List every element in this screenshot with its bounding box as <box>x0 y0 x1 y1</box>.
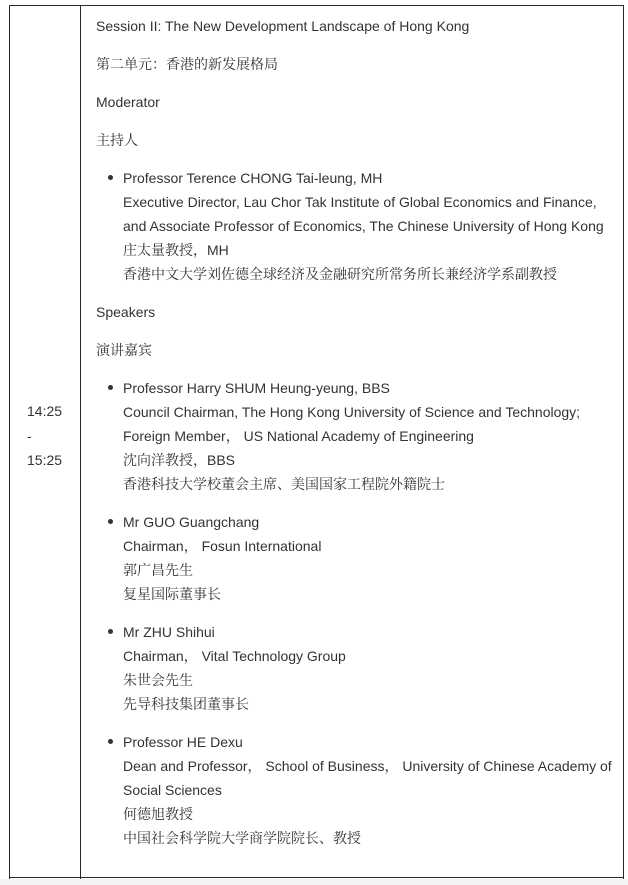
speaker-list <box>96 376 616 850</box>
moderator-title-en: Executive Director, Lau Chor Tak Institute of Global Economics and Finance, and Associate Professor of Economics, The Chinese University of Hong Kong <box>123 194 604 234</box>
column-divider <box>80 5 81 880</box>
speaker-title-en: Foreign Member， US National Academy of Engineering <box>123 428 474 444</box>
speaker-title-en: Chairman， Fosun International <box>123 538 322 554</box>
speaker-name-en: Mr ZHU Shihui <box>123 624 215 640</box>
moderator-heading-zh: 主持人 <box>96 132 138 148</box>
speaker-name-zh: 沈向洋教授，BBS <box>123 452 236 468</box>
table-border-left <box>9 5 10 880</box>
table-border-right <box>623 5 624 880</box>
moderator-list <box>96 166 616 286</box>
speakers-heading-en: Speakers <box>96 304 156 320</box>
speaker-title-en: Dean and Professor， School of Business， University of Chinese Academy of Social Sciences <box>123 758 612 798</box>
bullet-icon <box>108 175 113 180</box>
bullet-icon <box>108 385 113 390</box>
moderator-title-zh: 香港中文大学刘佐德全球经济及金融研究所常务所长兼经济学系副教授 <box>123 266 557 282</box>
speaker-title-en: Council Chairman, The Hong Kong University of Science and Technology; <box>123 404 581 420</box>
bullet-icon <box>108 629 113 634</box>
bullet-icon <box>108 519 113 524</box>
table-border-top <box>9 5 624 6</box>
moderator-item <box>123 166 616 286</box>
speaker-title-zh: 香港科技大学校董会主席、美国国家工程院外籍院士 <box>123 476 445 492</box>
speaker-name-en: Professor HE Dexu <box>123 734 243 750</box>
speaker-title-zh: 复星国际董事长 <box>123 586 221 602</box>
speaker-item <box>123 620 616 716</box>
time-separator: - <box>27 427 32 444</box>
speaker-title-zh: 中国社会科学院大学商学院院长、教授 <box>123 830 361 846</box>
moderator-name-zh: 庄太量教授，MH <box>123 242 229 258</box>
speaker-name-en: Mr GUO Guangchang <box>123 514 260 530</box>
time-cell <box>27 399 62 473</box>
page-footer-strip <box>0 879 628 885</box>
time-end: 15:25 <box>27 452 63 468</box>
session-title-en: Session II: The New Development Landscape of Hong Kong <box>96 18 470 34</box>
session-title-zh: 第二单元：香港的新发展格局 <box>96 56 278 72</box>
time-start: 14:25 <box>27 403 63 419</box>
speaker-title-en: Chairman， Vital Technology Group <box>123 648 346 664</box>
speakers-heading-zh: 演讲嘉宾 <box>96 342 152 358</box>
speaker-title-zh: 先导科技集团董事长 <box>123 696 249 712</box>
table-border-bottom <box>9 877 624 878</box>
session-cell <box>96 14 616 864</box>
moderator-name-en: Professor Terence CHONG Tai-leung, MH <box>123 170 383 186</box>
speaker-item <box>123 510 616 606</box>
moderator-heading-en: Moderator <box>96 94 160 110</box>
bullet-icon <box>108 739 113 744</box>
speaker-name-zh: 朱世会先生 <box>123 672 193 688</box>
speaker-name-zh: 何德旭教授 <box>123 806 193 822</box>
speaker-name-zh: 郭广昌先生 <box>123 562 193 578</box>
speaker-item <box>123 376 616 496</box>
speaker-item <box>123 730 616 850</box>
speaker-name-en: Professor Harry SHUM Heung-yeung, BBS <box>123 380 390 396</box>
